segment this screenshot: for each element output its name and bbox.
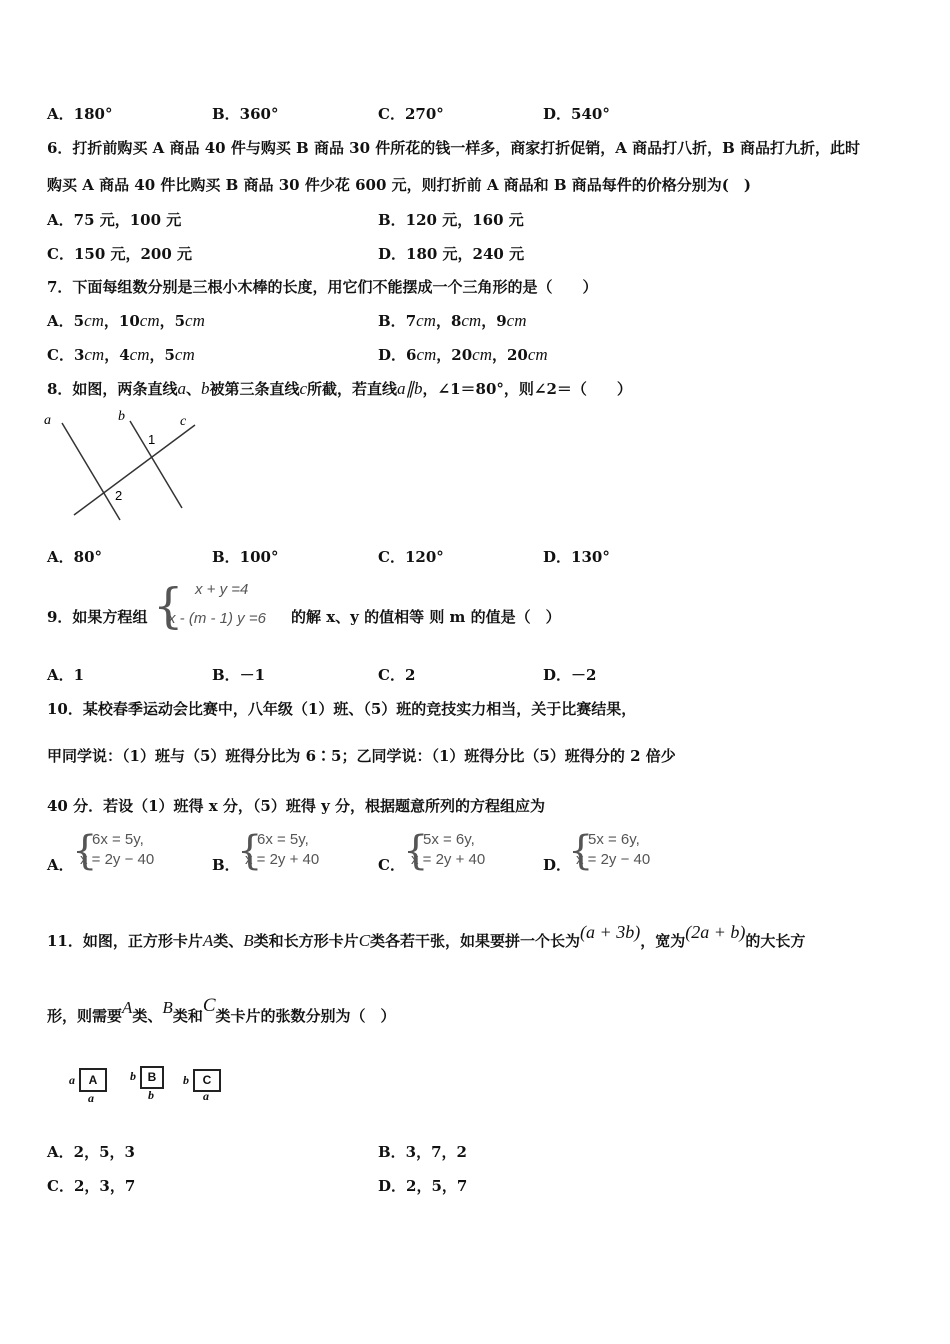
eq1: 5x = 6y,: [423, 831, 475, 848]
line-a: [62, 423, 123, 520]
q9-option-b[interactable]: B．－1: [212, 666, 266, 684]
eq1: 6x = 5y,: [92, 831, 144, 848]
q5-option-a[interactable]: A．180°: [47, 105, 113, 123]
q8-option-b[interactable]: B．100°: [212, 548, 279, 566]
unit: cm: [174, 345, 195, 364]
q10-stem-line2: 甲同学说：（1）班与（5）班得分比为 6∶5；乙同学说：（1）班得分比（5）班得分的 2 倍少: [47, 747, 676, 765]
q11-stem-line1: [47, 922, 806, 956]
card-a: A: [79, 1068, 107, 1092]
num: ，8: [435, 312, 462, 330]
q9-brace: {: [153, 578, 184, 634]
q7-option-a[interactable]: [47, 310, 205, 331]
q7-option-b[interactable]: [378, 310, 526, 331]
unit: cm: [506, 311, 527, 330]
var-C: C: [202, 995, 216, 1016]
card-b: B: [140, 1066, 164, 1089]
var-A: A: [202, 931, 214, 950]
q8-option-d[interactable]: D．130°: [543, 548, 610, 566]
parallel-expr: a∥b: [397, 379, 423, 398]
text: 的大长方: [745, 932, 806, 950]
unit: cm: [139, 311, 160, 330]
eq2: x = 2y − 40: [80, 851, 155, 868]
text: 类、: [132, 1007, 163, 1025]
line-b: [130, 421, 182, 508]
q7-option-d-label: D．: [378, 346, 407, 364]
label-angle-2: 2: [115, 488, 123, 503]
label-b: b: [118, 409, 125, 424]
q11-option-a[interactable]: A．2，5，3: [47, 1143, 135, 1161]
text: 形，则需要: [47, 1007, 123, 1025]
num: ，20: [491, 346, 528, 364]
text: 类和长方形卡片: [253, 932, 359, 950]
card-b-side-label: b: [130, 1069, 136, 1083]
var-c: c: [299, 379, 308, 398]
q8-option-c[interactable]: C．120°: [378, 548, 444, 566]
q7-stem: 7．下面每组数分别是三根小木棒的长度，用它们不能摆成一个三角形的是（ ）: [47, 278, 598, 296]
width-expr: (2a + b): [685, 922, 746, 942]
card-b-bottom-label: b: [148, 1088, 154, 1102]
q10-option-a-label: A．: [47, 856, 74, 874]
q10-option-c-label: C．: [378, 856, 405, 874]
text: 类和: [172, 1007, 203, 1025]
q6-option-a[interactable]: A．75 元，100 元: [47, 211, 182, 229]
card-c-bottom-label: a: [203, 1089, 209, 1103]
eq2: x = 2y + 40: [411, 851, 486, 868]
num: 6: [406, 346, 417, 364]
q9-option-a[interactable]: A．1: [47, 666, 85, 684]
eq2: x = 2y + 40: [245, 851, 320, 868]
var-b: b: [200, 379, 210, 398]
q6-option-d[interactable]: D．180 元，240 元: [378, 245, 525, 263]
unit: cm: [185, 311, 205, 330]
num: 3: [73, 346, 85, 364]
text: 类各若干张，如果要拼一个长为: [370, 932, 581, 950]
q6-stem-line1: 6．打折前购买 A 商品 40 件与购买 B 商品 30 件所花的钱一样多，商家打折促销，A 商品打八折，B 商品打九折，此时: [47, 139, 861, 157]
text: ，宽为: [640, 932, 686, 950]
num: 5: [73, 312, 85, 330]
q9-option-c[interactable]: C．2: [378, 666, 416, 684]
q8-option-a[interactable]: A．80°: [47, 548, 103, 566]
num: ，5: [149, 346, 175, 364]
q10-option-d-label: D．: [543, 856, 572, 874]
q9-prefix: 9．如果方程组: [47, 608, 148, 626]
q5-option-d[interactable]: D．540°: [543, 105, 610, 123]
var-a: a: [177, 379, 186, 398]
var-A: A: [122, 998, 133, 1017]
eq1: 5x = 6y,: [588, 831, 640, 848]
num: 7: [405, 312, 417, 330]
unit: cm: [416, 345, 437, 364]
card-c: C: [193, 1069, 221, 1092]
text: ，∠1＝80°，则∠2＝（ ）: [422, 380, 632, 398]
eq2: x = 2y − 40: [576, 851, 651, 868]
num: ，5: [159, 312, 186, 330]
brace: {: [72, 828, 98, 874]
num: ，20: [436, 346, 473, 364]
length-expr: (a + 3b): [580, 922, 641, 942]
text: 所截，若直线: [307, 380, 398, 398]
unit: cm: [129, 345, 150, 364]
num: ，10: [103, 312, 140, 330]
q9-option-d[interactable]: D．－2: [543, 666, 597, 684]
q8-figure: [40, 405, 210, 525]
text: 8．如图，两条直线: [47, 380, 178, 398]
var-B: B: [243, 931, 254, 950]
unit: cm: [84, 311, 104, 330]
q6-stem-line2: 购买 A 商品 40 件比购买 B 商品 30 件少花 600 元，则打折前 A 商品和 B 商品每件的价格分别为( ): [47, 176, 752, 194]
eq1: 6x = 5y,: [257, 831, 309, 848]
card-c-side-label: b: [183, 1073, 189, 1087]
q10-stem-line3: 40 分．若设（1）班得 x 分，（5）班得 y 分，根据题意所列的方程组应为: [47, 797, 546, 815]
unit: cm: [84, 345, 105, 364]
text: 类卡片的张数分别为（ ）: [215, 1007, 396, 1025]
line-c: [74, 425, 195, 515]
q11-option-b[interactable]: B．3，7，2: [378, 1143, 467, 1161]
q9-eq2: x - (m - 1) y =6: [168, 610, 266, 627]
brace: {: [237, 828, 263, 874]
text: 11．如图，正方形卡片: [47, 932, 203, 950]
num: ，4: [104, 346, 130, 364]
q5-option-c[interactable]: C．270°: [378, 105, 444, 123]
q6-option-b[interactable]: B．120 元，160 元: [378, 211, 524, 229]
q5-option-b[interactable]: B．360°: [212, 105, 279, 123]
label-angle-1: 1: [148, 432, 156, 447]
q9-suffix: 的解 x、y 的值相等 则 m 的值是（ ）: [291, 608, 561, 626]
q10-stem-line1: 10．某校春季运动会比赛中，八年级（1）班、（5）班的竞技实力相当，关于比赛结果，: [47, 700, 637, 718]
q7-option-b-label: B．: [378, 312, 406, 330]
unit: cm: [527, 345, 548, 364]
q8-stem: [47, 378, 632, 399]
q7-option-d[interactable]: [378, 344, 548, 365]
q9-eq1: x + y =4: [195, 581, 249, 598]
num: ，9: [481, 312, 507, 330]
text: 、: [185, 380, 201, 398]
q11-option-d[interactable]: D．2，5，7: [378, 1177, 468, 1195]
var-B: B: [162, 998, 173, 1017]
q11-option-c[interactable]: C．2，3，7: [47, 1177, 136, 1195]
brace: {: [568, 828, 594, 874]
text: 类、: [213, 932, 244, 950]
unit: cm: [461, 311, 482, 330]
brace: {: [403, 828, 429, 874]
q11-stem-line2: [47, 995, 396, 1034]
q7-option-c-label: C．: [47, 346, 74, 364]
card-a-bottom-label: a: [88, 1091, 94, 1105]
var-C: C: [358, 931, 371, 950]
unit: cm: [472, 345, 492, 364]
label-a: a: [44, 413, 51, 428]
label-c: c: [180, 414, 187, 429]
unit: cm: [416, 311, 436, 330]
text: 被第三条直线: [209, 380, 300, 398]
q10-option-b-label: B．: [212, 856, 240, 874]
q7-option-c[interactable]: [47, 344, 195, 365]
card-a-side-label: a: [69, 1073, 75, 1087]
q6-option-c[interactable]: C．150 元，200 元: [47, 245, 193, 263]
q7-option-a-label: A．: [47, 312, 74, 330]
